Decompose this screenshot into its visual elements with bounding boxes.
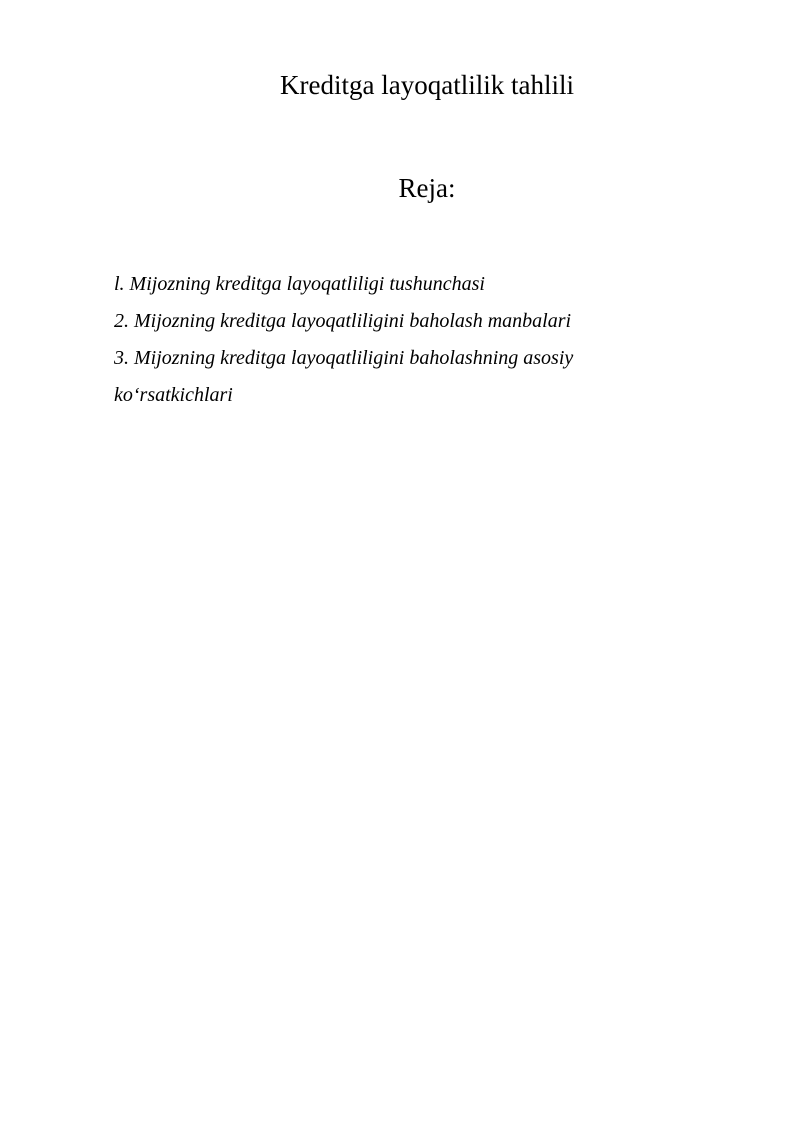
- plan-item-3: 3. Mijozning kreditga layoqatliligini baholashning asosiy ko‘rsatkichlari: [114, 347, 574, 406]
- plan-heading: Reja:: [398, 173, 456, 203]
- document-title: Kreditga layoqatlilik tahlili: [280, 70, 574, 100]
- plan-item-2: 2. Mijozning kreditga layoqatliligini baholash manbalari: [114, 310, 572, 332]
- plan-list: [114, 266, 654, 414]
- plan-item-1: l. Mijozning kreditga layoqatliligi tushunchasi: [114, 273, 485, 295]
